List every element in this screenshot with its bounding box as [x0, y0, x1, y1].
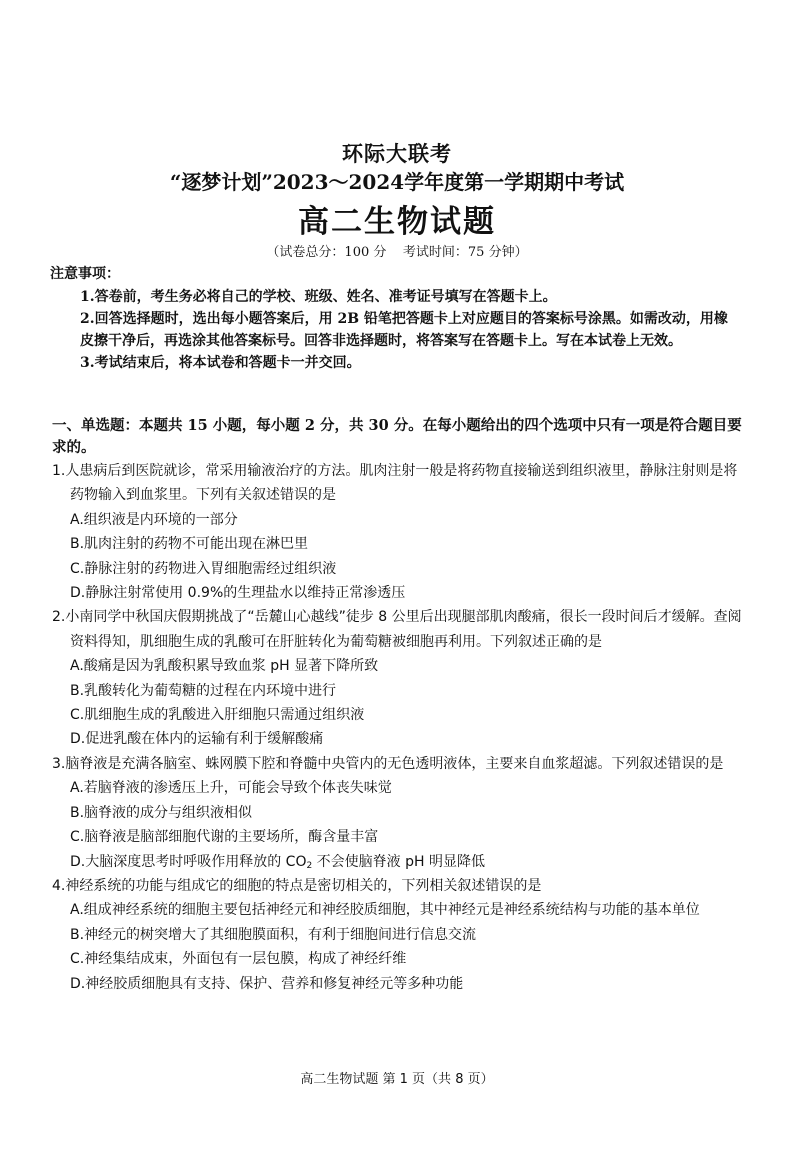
exam-organization: 环际大联考 — [342, 141, 452, 166]
question-list — [52, 459, 742, 996]
option-d — [52, 850, 742, 874]
exam-title: “逐梦计划”2023～2024学年度第一学期期中考试 — [169, 170, 625, 194]
question-stem: 3.脑脊液是充满各脑室、蛛网膜下腔和脊髓中央管内的无色透明液体，主要来自血浆超滤。下列叙述错误的是 — [52, 755, 724, 772]
option-d: D.神经胶质细胞具有支持、保护、营养和修复神经元等多种功能 — [70, 975, 464, 992]
option-d: D.促进乳酸在体内的运输有利于缓解酸痛 — [70, 731, 324, 748]
question-4 — [52, 874, 742, 996]
option-c: C.肌细胞生成的乳酸进入肝细胞只需通过组织液 — [70, 707, 365, 724]
question-2 — [52, 605, 742, 751]
option-c: C.静脉注射的药物进入胃细胞需经过组织液 — [70, 560, 337, 577]
notes-heading: 注意事项： — [50, 266, 120, 282]
note-item: 2.回答选择题时，选出每小题答案后，用 2B 铅笔把答题卡上对应题目的答案标号涂黑。如需改动，用橡皮擦干净后，再选涂其他答案标号。回答非选择题时，将答案写在答题卡上。写在本试卷上无效。 — [80, 311, 728, 349]
option-d: D.静脉注射常使用 0.9%的生理盐水以维持正常渗透压 — [70, 585, 406, 602]
option-a: A.组织液是内环境的一部分 — [70, 511, 238, 528]
note-item: 1.答卷前，考生务必将自己的学校、班级、姓名、准考证号填写在答题卡上。 — [80, 289, 557, 305]
question-1 — [52, 459, 742, 605]
section-heading: 一、单选题：本题共 15 小题，每小题 2 分，共 30 分。在每小题给出的四个选项中只有一项是符合题目要求的。 — [52, 417, 742, 456]
option-a: A.酸痛是因为乳酸积累导致血浆 pH 显著下降所致 — [70, 658, 379, 675]
subscript: 2 — [306, 860, 313, 871]
option-c: C.神经集结成束，外面包有一层包膜，构成了神经纤维 — [70, 951, 407, 968]
option-a: A.组成神经系统的细胞主要包括神经元和神经胶质细胞，其中神经元是神经系统结构与功能的基本单位 — [70, 902, 700, 919]
question-stem: 4.神经系统的功能与组成它的细胞的特点是密切相关的，下列相关叙述错误的是 — [52, 877, 542, 894]
note-item: 3.考试结束后，将本试卷和答题卡一并交回。 — [80, 355, 361, 371]
question-stem: 2.小南同学中秋国庆假期挑战了“岳麓山心越线”徒步 8 公里后出现腿部肌肉酸痛，很长一段时间后才缓解。查阅资料得知，肌细胞生成的乳酸可在肝脏转化为葡萄糖被细胞再利用。下列叙述正确的是 — [52, 609, 742, 650]
option-b: B.乳酸转化为葡萄糖的过程在内环境中进行 — [70, 682, 337, 699]
option-b: B.神经元的树突增大了其细胞膜面积，有利于细胞间进行信息交流 — [70, 926, 477, 943]
exam-meta: （试卷总分：100 分 考试时间：75 分钟） — [266, 245, 528, 260]
subject-title: 高二生物试题 — [298, 204, 496, 240]
question-3 — [52, 752, 742, 874]
notes-list — [80, 286, 740, 374]
option-b: B.肌肉注射的药物不可能出现在淋巴里 — [70, 536, 309, 553]
option-d-text: D.大脑深度思考时呼吸作用释放的 CO — [70, 853, 307, 870]
option-b: B.脑脊液的成分与组织液相似 — [70, 804, 253, 821]
option-c: C.脑脊液是脑部细胞代谢的主要场所，酶含量丰富 — [70, 829, 379, 846]
option-d-text-end: 不会使脑脊液 pH 明显降低 — [312, 853, 485, 870]
question-stem: 1.人患病后到医院就诊，常采用输液治疗的方法。肌肉注射一般是将药物直接输送到组织液里，静脉注射则是将药物输入到血浆里。下列有关叙述错误的是 — [52, 463, 738, 504]
page-footer: 高二生物试题 第 1 页（共 8 页） — [300, 1072, 494, 1087]
option-a: A.若脑脊液的渗透压上升，可能会导致个体丧失味觉 — [70, 780, 392, 797]
